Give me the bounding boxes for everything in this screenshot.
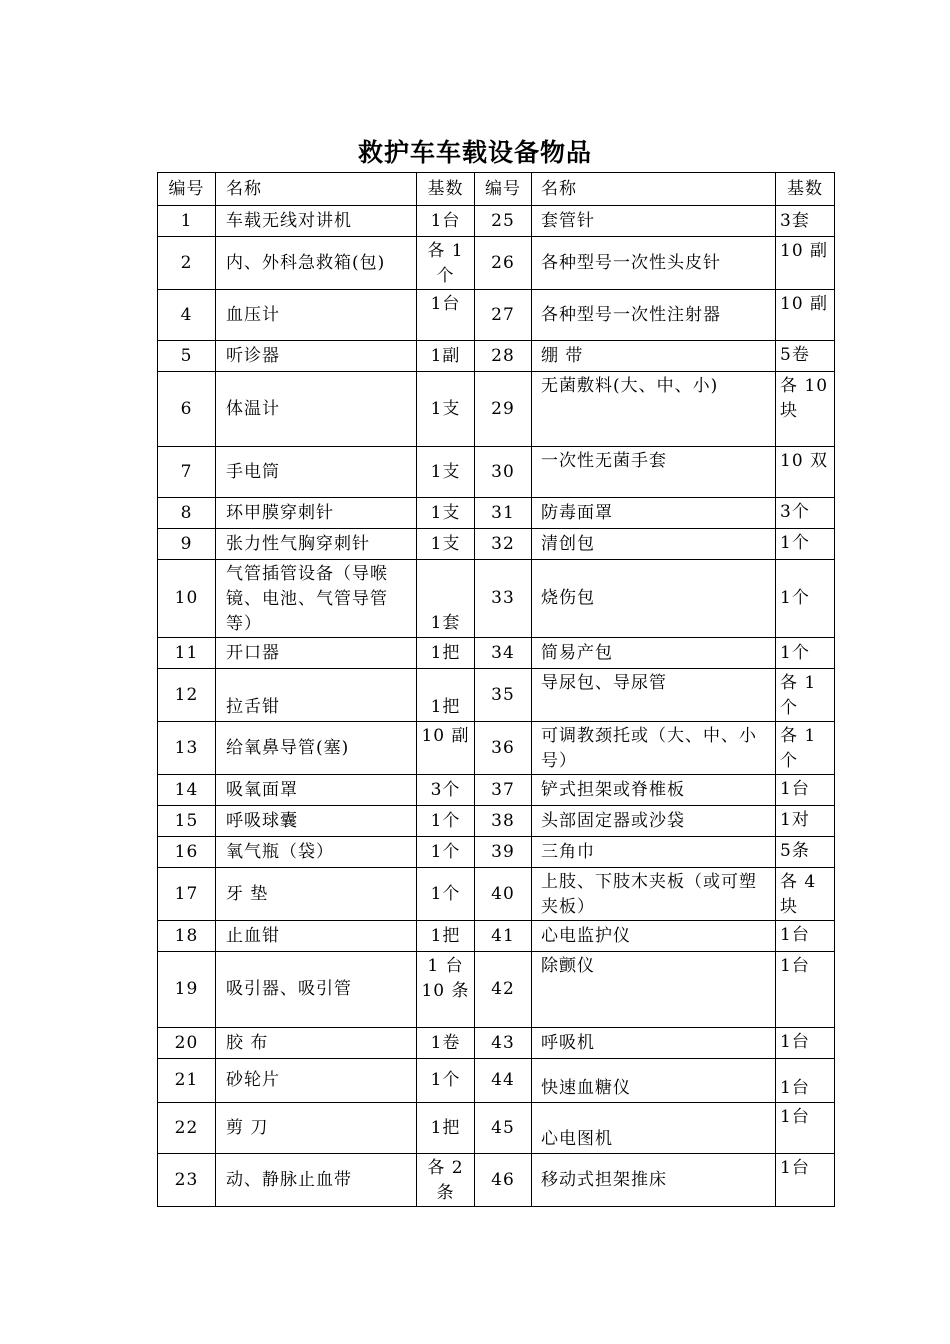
item-number-left: 21 xyxy=(158,1059,216,1103)
item-name-right: 导尿包、导尿管 xyxy=(532,669,776,722)
item-quantity-left: 1卷 xyxy=(417,1028,475,1059)
item-number-right: 33 xyxy=(475,560,532,638)
item-number-right: 37 xyxy=(475,775,532,806)
table-row xyxy=(158,206,835,237)
item-quantity-right: 3个 xyxy=(776,498,835,529)
item-quantity-right: 3套 xyxy=(776,206,835,237)
item-name-left: 听诊器 xyxy=(216,341,417,372)
item-name-right: 移动式担架推床 xyxy=(532,1154,776,1207)
item-quantity-right: 1对 xyxy=(776,806,835,837)
item-number-right: 44 xyxy=(475,1059,532,1103)
item-quantity-right: 1台 xyxy=(776,775,835,806)
item-name-left: 血压计 xyxy=(216,290,417,341)
table-row xyxy=(158,1028,835,1059)
item-quantity-left: 各 1 个 xyxy=(417,237,475,290)
item-number-right: 35 xyxy=(475,669,532,722)
item-number-right: 41 xyxy=(475,921,532,952)
item-number-right: 31 xyxy=(475,498,532,529)
item-quantity-left: 1支 xyxy=(417,498,475,529)
item-name-left: 止血钳 xyxy=(216,921,417,952)
item-number-right: 29 xyxy=(475,372,532,447)
item-quantity-right: 10 双 xyxy=(776,447,835,498)
item-name-right: 快速血糖仪 xyxy=(532,1059,776,1103)
item-number-left: 16 xyxy=(158,837,216,868)
table-row xyxy=(158,669,835,722)
table-row xyxy=(158,921,835,952)
item-quantity-right: 1台 xyxy=(776,952,835,1028)
header-name-right: 名称 xyxy=(532,173,776,206)
header-quantity-right: 基数 xyxy=(776,173,835,206)
item-name-right: 各种型号一次性注射器 xyxy=(532,290,776,341)
item-number-left: 1 xyxy=(158,206,216,237)
item-quantity-left: 1个 xyxy=(417,868,475,921)
table-row xyxy=(158,290,835,341)
item-name-left: 吸引器、吸引管 xyxy=(216,952,417,1028)
item-quantity-left: 1把 xyxy=(417,669,475,722)
table-header-row xyxy=(158,173,835,206)
item-number-right: 25 xyxy=(475,206,532,237)
item-name-left: 气管插管设备（导喉镜、电池、气管导管等） xyxy=(216,560,417,638)
item-name-left: 呼吸球囊 xyxy=(216,806,417,837)
item-quantity-right: 1台 xyxy=(776,1103,835,1154)
item-name-left: 动、静脉止血带 xyxy=(216,1154,417,1207)
item-quantity-left: 3个 xyxy=(417,775,475,806)
item-number-left: 11 xyxy=(158,638,216,669)
item-name-right: 呼吸机 xyxy=(532,1028,776,1059)
item-number-right: 26 xyxy=(475,237,532,290)
item-quantity-left: 1 台 10 条 xyxy=(417,952,475,1028)
table-row xyxy=(158,237,835,290)
item-quantity-right: 各 10 块 xyxy=(776,372,835,447)
table-row xyxy=(158,498,835,529)
item-name-right: 头部固定器或沙袋 xyxy=(532,806,776,837)
item-number-right: 30 xyxy=(475,447,532,498)
item-number-right: 27 xyxy=(475,290,532,341)
item-number-left: 14 xyxy=(158,775,216,806)
item-name-left: 吸氧面罩 xyxy=(216,775,417,806)
table-row xyxy=(158,372,835,447)
page-title: 救护车车载设备物品 xyxy=(357,138,592,167)
item-number-left: 10 xyxy=(158,560,216,638)
item-number-right: 36 xyxy=(475,722,532,775)
header-number-right: 编号 xyxy=(475,173,532,206)
item-quantity-right: 5卷 xyxy=(776,341,835,372)
item-number-left: 7 xyxy=(158,447,216,498)
item-quantity-left: 1把 xyxy=(417,638,475,669)
table-row xyxy=(158,1059,835,1103)
item-quantity-left: 1台 xyxy=(417,290,475,341)
item-name-right: 铲式担架或脊椎板 xyxy=(532,775,776,806)
item-number-left: 20 xyxy=(158,1028,216,1059)
item-number-right: 34 xyxy=(475,638,532,669)
table-row xyxy=(158,1154,835,1207)
item-name-left: 车载无线对讲机 xyxy=(216,206,417,237)
item-number-left: 15 xyxy=(158,806,216,837)
item-number-left: 18 xyxy=(158,921,216,952)
item-quantity-right: 1台 xyxy=(776,1028,835,1059)
item-quantity-left: 1套 xyxy=(417,560,475,638)
item-number-left: 6 xyxy=(158,372,216,447)
item-name-right: 简易产包 xyxy=(532,638,776,669)
item-quantity-left: 各 2 条 xyxy=(417,1154,475,1207)
table-row xyxy=(158,560,835,638)
item-number-left: 13 xyxy=(158,722,216,775)
item-quantity-right: 1个 xyxy=(776,560,835,638)
table-row xyxy=(158,952,835,1028)
item-name-right: 套管针 xyxy=(532,206,776,237)
item-name-right: 烧伤包 xyxy=(532,560,776,638)
table-row xyxy=(158,529,835,560)
item-number-left: 9 xyxy=(158,529,216,560)
item-quantity-left: 1支 xyxy=(417,447,475,498)
header-name-left: 名称 xyxy=(216,173,417,206)
item-quantity-right: 1台 xyxy=(776,1154,835,1207)
item-quantity-left: 1副 xyxy=(417,341,475,372)
item-name-right: 一次性无菌手套 xyxy=(532,447,776,498)
item-name-right: 绷 带 xyxy=(532,341,776,372)
item-name-left: 剪 刀 xyxy=(216,1103,417,1154)
item-quantity-right: 各 4 块 xyxy=(776,868,835,921)
item-number-left: 17 xyxy=(158,868,216,921)
item-quantity-right: 1台 xyxy=(776,1059,835,1103)
item-quantity-right: 1台 xyxy=(776,921,835,952)
item-name-left: 体温计 xyxy=(216,372,417,447)
item-number-right: 43 xyxy=(475,1028,532,1059)
item-number-right: 38 xyxy=(475,806,532,837)
item-number-right: 42 xyxy=(475,952,532,1028)
item-name-right: 除颤仪 xyxy=(532,952,776,1028)
item-quantity-left: 1台 xyxy=(417,206,475,237)
header-quantity-left: 基数 xyxy=(417,173,475,206)
item-name-left: 氧气瓶（袋） xyxy=(216,837,417,868)
item-name-left: 牙 垫 xyxy=(216,868,417,921)
item-number-left: 2 xyxy=(158,237,216,290)
item-name-right: 心电监护仪 xyxy=(532,921,776,952)
table-row xyxy=(158,722,835,775)
item-name-left: 拉舌钳 xyxy=(216,669,417,722)
item-quantity-right: 各 1 个 xyxy=(776,722,835,775)
item-name-right: 清创包 xyxy=(532,529,776,560)
table-row xyxy=(158,868,835,921)
item-name-right: 心电图机 xyxy=(532,1103,776,1154)
item-number-left: 22 xyxy=(158,1103,216,1154)
table-row xyxy=(158,638,835,669)
item-name-left: 环甲膜穿刺针 xyxy=(216,498,417,529)
item-name-left: 开口器 xyxy=(216,638,417,669)
table-row xyxy=(158,775,835,806)
table-row xyxy=(158,837,835,868)
item-quantity-right: 10 副 xyxy=(776,237,835,290)
item-quantity-right: 10 副 xyxy=(776,290,835,341)
item-quantity-left: 10 副 xyxy=(417,722,475,775)
item-quantity-left: 1把 xyxy=(417,921,475,952)
table-row xyxy=(158,447,835,498)
item-quantity-right: 1个 xyxy=(776,638,835,669)
item-quantity-left: 1个 xyxy=(417,1059,475,1103)
item-name-right: 上肢、下肢木夹板（或可塑夹板） xyxy=(532,868,776,921)
equipment-table xyxy=(157,172,835,1207)
item-quantity-left: 1支 xyxy=(417,372,475,447)
item-number-right: 32 xyxy=(475,529,532,560)
item-number-right: 28 xyxy=(475,341,532,372)
item-name-left: 砂轮片 xyxy=(216,1059,417,1103)
header-number-left: 编号 xyxy=(158,173,216,206)
item-quantity-left: 1支 xyxy=(417,529,475,560)
item-name-left: 给氧鼻导管(塞) xyxy=(216,722,417,775)
item-number-right: 45 xyxy=(475,1103,532,1154)
item-name-left: 张力性气胸穿刺针 xyxy=(216,529,417,560)
item-name-right: 无菌敷料(大、中、小) xyxy=(532,372,776,447)
item-number-right: 39 xyxy=(475,837,532,868)
item-number-left: 19 xyxy=(158,952,216,1028)
item-quantity-left: 1个 xyxy=(417,837,475,868)
item-number-left: 4 xyxy=(158,290,216,341)
table-row xyxy=(158,341,835,372)
item-name-left: 胶 布 xyxy=(216,1028,417,1059)
item-number-left: 5 xyxy=(158,341,216,372)
item-name-left: 内、外科急救箱(包) xyxy=(216,237,417,290)
item-quantity-left: 1把 xyxy=(417,1103,475,1154)
item-number-left: 12 xyxy=(158,669,216,722)
item-quantity-left: 1个 xyxy=(417,806,475,837)
item-name-right: 防毒面罩 xyxy=(532,498,776,529)
table-row xyxy=(158,1103,835,1154)
item-name-left: 手电筒 xyxy=(216,447,417,498)
item-name-right: 三角巾 xyxy=(532,837,776,868)
item-number-right: 40 xyxy=(475,868,532,921)
table-row xyxy=(158,806,835,837)
item-number-left: 23 xyxy=(158,1154,216,1207)
item-quantity-right: 各 1 个 xyxy=(776,669,835,722)
item-quantity-right: 5条 xyxy=(776,837,835,868)
item-name-right: 各种型号一次性头皮针 xyxy=(532,237,776,290)
item-name-right: 可调教颈托或（大、中、小号） xyxy=(532,722,776,775)
item-number-right: 46 xyxy=(475,1154,532,1207)
item-number-left: 8 xyxy=(158,498,216,529)
item-quantity-right: 1个 xyxy=(776,529,835,560)
